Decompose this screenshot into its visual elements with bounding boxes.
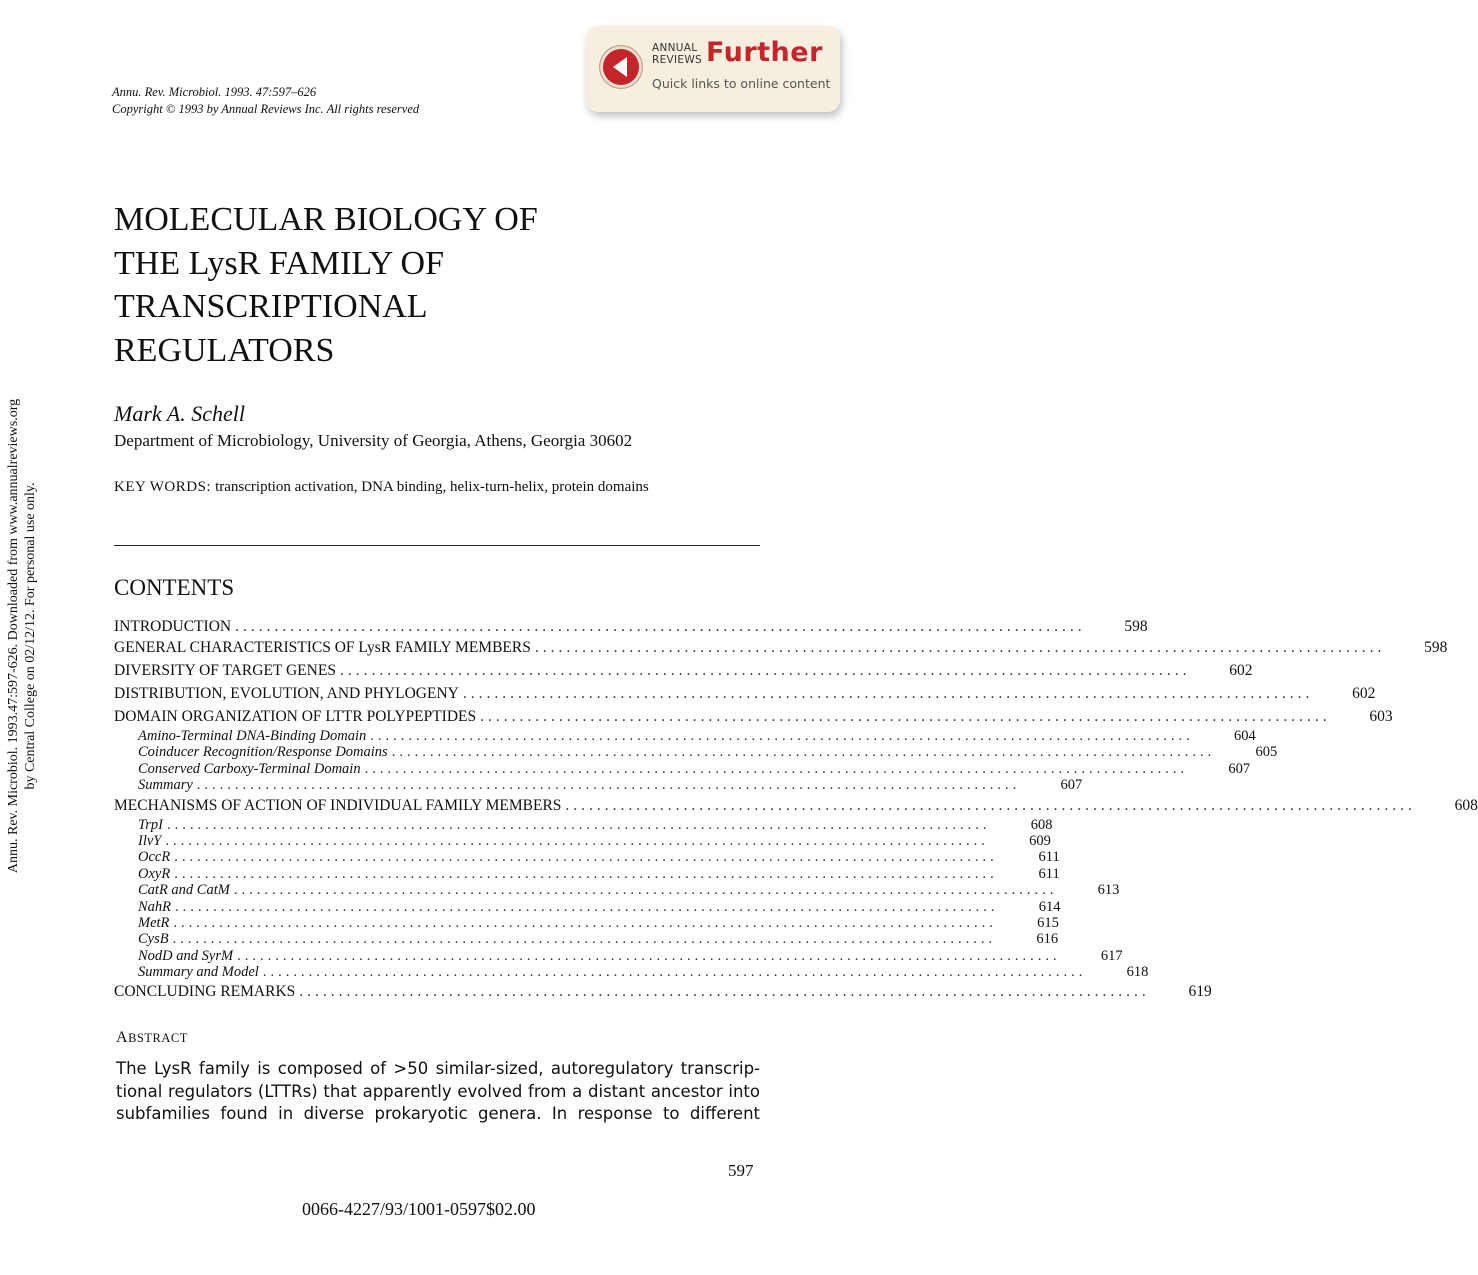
toc-subentry[interactable]: OxyR ............................................................................................................ 611 [138, 865, 1060, 882]
toc-entry[interactable]: DOMAIN ORGANIZATION OF LTTR POLYPEPTIDES ............................................................................................................ 603 [114, 708, 1393, 725]
issn-code: 0066-4227/93/1001-0597$02.00 [302, 1199, 536, 1219]
title-line: REGULATORS [114, 331, 335, 369]
toc-entry[interactable]: GENERAL CHARACTERISTICS OF LysR FAMILY MEMBERS ............................................................................................................ 598 [114, 639, 1448, 656]
toc-subentry[interactable]: OccR ............................................................................................................ 611 [138, 849, 1060, 866]
keywords-label: KEY WORDS: [114, 479, 212, 495]
toc-subentry[interactable]: Amino-Terminal DNA-Binding Domain ............................................................................................................ 604 [138, 728, 1256, 744]
copyright-line: Copyright © 1993 by Annual Reviews Inc. All rights reserved [112, 102, 420, 116]
abstract-line: tional regulators (LTTRs) that apparently evolved from a distant ancestor into [116, 1081, 760, 1101]
article-title [114, 198, 538, 372]
toc-subentry[interactable]: Summary and Model ............................................................................................................ 618 [138, 964, 1149, 981]
abstract-line: The LysR family is composed of >50 similar-sized, autoregulatory transcrip- [116, 1059, 760, 1078]
abstract-body [116, 1058, 760, 1126]
toc-entry[interactable]: CONCLUDING REMARKS ............................................................................................................ 619 [114, 983, 1212, 1001]
toc-subentry[interactable]: Conserved Carboxy-Terminal Domain ............................................................................................................ 607 [138, 760, 1251, 777]
toc-subentry[interactable]: MetR ............................................................................................................ 615 [138, 914, 1059, 931]
toc-subentry[interactable]: CatR and CatM ............................................................................................................ 613 [138, 882, 1120, 899]
author-affiliation: Department of Microbiology, University of Georgia, Athens, Georgia 30602 [114, 431, 633, 450]
keywords-text: transcription activation, DNA binding, helix-turn-helix, protein domains [215, 479, 649, 495]
toc-entry[interactable]: MECHANISMS OF ACTION OF INDIVIDUAL FAMILY MEMBERS ............................................................................................................ 608 [114, 796, 1478, 814]
abstract-line: subfamilies found in diverse prokaryotic genera. In response to different [116, 1104, 760, 1123]
toc-entry[interactable]: DISTRIBUTION, EVOLUTION, AND PHYLOGENY ............................................................................................................ 602 [114, 685, 1376, 702]
annual-reviews-wordmark: ANNUAL REVIEWS [652, 42, 702, 66]
author-name: Mark A. Schell [114, 401, 245, 426]
toc-entry[interactable]: DIVERSITY OF TARGET GENES ............................................................................................................ 602 [114, 662, 1253, 679]
toc-entry[interactable]: INTRODUCTION ............................................................................................................ 598 [114, 618, 1148, 635]
download-notice: Annu. Rev. Microbiol. 1993.47:597-626. Downloaded from www.annualreviews.org by Central College on 02/12/12. For personal use only. [6, 398, 38, 874]
play-back-icon [600, 46, 642, 88]
further-label: Further [706, 37, 823, 68]
toc-subentry[interactable]: IlvY ............................................................................................................ 609 [138, 832, 1051, 849]
title-line: TRANSCRIPTIONAL [114, 288, 428, 325]
toc-subentry[interactable]: CysB ............................................................................................................ 616 [138, 931, 1059, 948]
toc-subentry[interactable]: NahR ............................................................................................................ 614 [138, 898, 1061, 915]
toc-subentry[interactable]: Coinducer Recognition/Response Domains ............................................................................................................ 605 [138, 744, 1278, 761]
further-reading-badge[interactable] [586, 26, 840, 112]
contents-heading: CONTENTS [114, 575, 235, 600]
citation-line: Annu. Rev. Microbiol. 1993. 47:597–626 [112, 85, 317, 99]
page-number: 597 [728, 1161, 754, 1180]
table-of-contents [114, 618, 1478, 1003]
badge-subtitle: Quick links to online content [652, 76, 831, 91]
title-line: THE LysR FAMILY OF [114, 244, 445, 282]
title-line: MOLECULAR BIOLOGY OF [114, 201, 538, 238]
section-divider [114, 545, 760, 546]
journal-citation [112, 84, 419, 118]
toc-subentry[interactable]: Summary ............................................................................................................ 607 [138, 777, 1083, 794]
toc-subentry[interactable]: TrpI ............................................................................................................ 608 [138, 816, 1053, 833]
toc-subentry[interactable]: NodD and SyrM ............................................................................................................ 617 [138, 947, 1123, 964]
abstract-heading: ABSTRACT [116, 1029, 188, 1046]
keywords [114, 477, 649, 497]
